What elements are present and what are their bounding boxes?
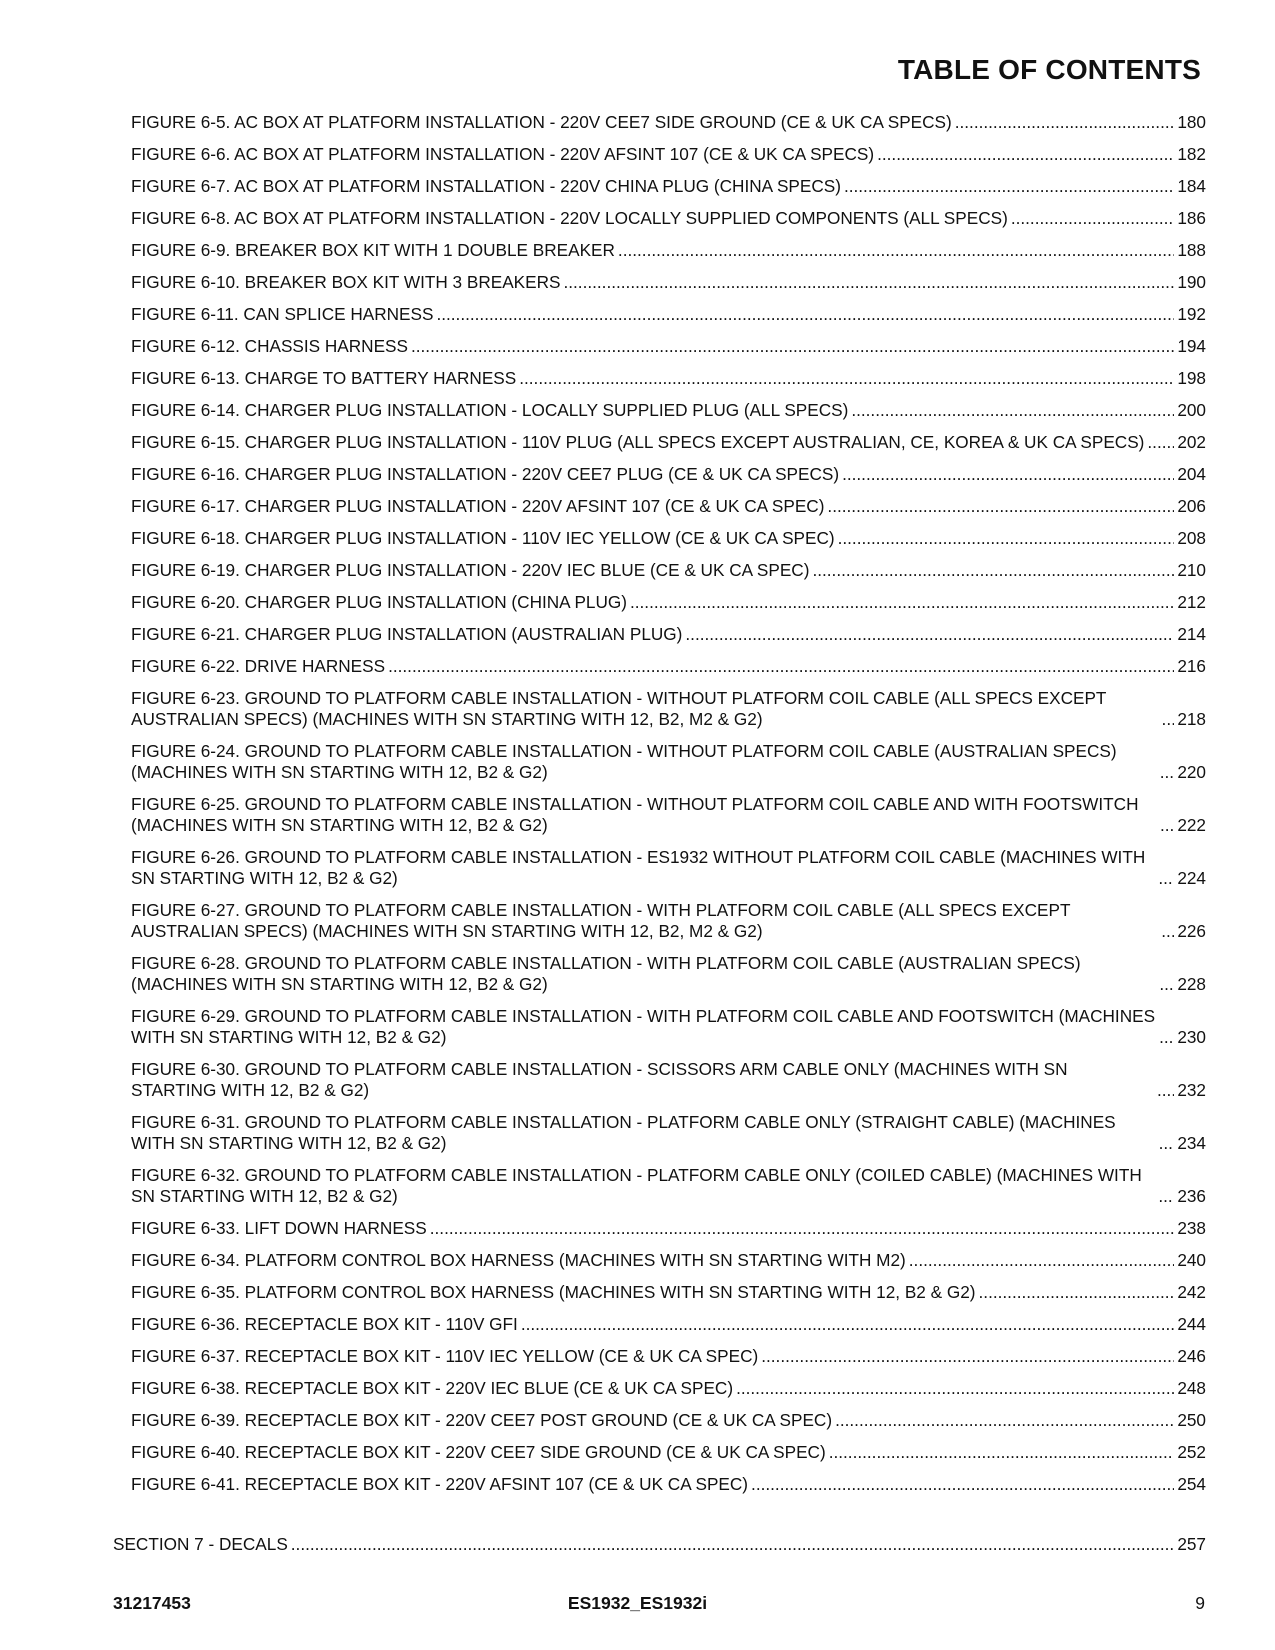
toc-leader-dots xyxy=(521,1314,1174,1335)
toc-leader-dots xyxy=(979,1282,1175,1303)
toc-entry-page: 210 xyxy=(1177,560,1206,580)
toc-leader-dots xyxy=(519,368,1174,389)
toc-leader-dots xyxy=(1159,1027,1174,1048)
toc-leader-dots xyxy=(844,176,1174,197)
toc-entry-text: FIGURE 6-17. CHARGER PLUG INSTALLATION - 220V AFSINT 107 (CE & UK CA SPEC) xyxy=(131,496,825,516)
toc-entry-text: FIGURE 6-10. BREAKER BOX KIT WITH 3 BREAKERS xyxy=(131,272,561,292)
toc-entry-text: FIGURE 6-35. PLATFORM CONTROL BOX HARNESS (MACHINES WITH SN STARTING WITH 12, B2 & G2) xyxy=(131,1282,976,1302)
toc-entry-text: FIGURE 6-38. RECEPTACLE BOX KIT - 220V IEC BLUE (CE & UK CA SPEC) xyxy=(131,1378,734,1398)
toc-entry-text: FIGURE 6-6. AC BOX AT PLATFORM INSTALLATION - 220V AFSINT 107 (CE & UK CA SPECS) xyxy=(131,144,875,164)
toc-leader-dots xyxy=(955,112,1175,133)
toc-entry-page: 216 xyxy=(1177,656,1206,676)
toc-leader-dots xyxy=(1157,1080,1174,1101)
toc-entry[interactable] xyxy=(131,1218,1206,1239)
toc-entry[interactable] xyxy=(131,1474,1206,1495)
toc-leader-dots xyxy=(1011,208,1175,229)
toc-leader-dots xyxy=(630,592,1174,613)
toc-section-text: SECTION 7 - DECALS xyxy=(113,1534,288,1554)
toc-entry[interactable] xyxy=(131,432,1206,453)
toc-entry-page: 214 xyxy=(1177,624,1206,644)
toc-entry-text: FIGURE 6-16. CHARGER PLUG INSTALLATION - 220V CEE7 PLUG (CE & UK CA SPECS) xyxy=(131,464,840,484)
toc-entry[interactable] xyxy=(131,900,1206,942)
toc-entry-page: 228 xyxy=(1177,974,1206,994)
toc-entry-page: 182 xyxy=(1177,144,1206,164)
toc-entry[interactable] xyxy=(131,240,1206,261)
toc-entry-page: 230 xyxy=(1177,1027,1206,1047)
toc-entry-page: 224 xyxy=(1177,868,1206,888)
toc-entry-page: 184 xyxy=(1177,176,1206,196)
toc-entry[interactable] xyxy=(131,592,1206,613)
toc-entry-text: FIGURE 6-30. GROUND TO PLATFORM CABLE INSTALLATION - SCISSORS ARM CABLE ONLY (MACHINES WITH SN STARTING WITH 12, B2 & G2) xyxy=(131,1059,1068,1100)
toc-entry[interactable] xyxy=(131,847,1206,889)
toc-entry-text: FIGURE 6-33. LIFT DOWN HARNESS xyxy=(131,1218,427,1238)
toc-entry[interactable] xyxy=(131,368,1206,389)
toc-entry[interactable] xyxy=(131,656,1206,677)
toc-entry-page: 252 xyxy=(1177,1442,1206,1462)
toc-list xyxy=(131,112,1206,1506)
toc-entry[interactable] xyxy=(131,528,1206,549)
toc-entry-text: FIGURE 6-22. DRIVE HARNESS xyxy=(131,656,386,676)
toc-entry[interactable] xyxy=(131,1314,1206,1335)
toc-leader-dots xyxy=(1158,1186,1174,1207)
toc-entry-page: 206 xyxy=(1177,496,1206,516)
toc-entry-page: 244 xyxy=(1177,1314,1206,1334)
footer-part-number: 31217453 xyxy=(113,1593,191,1613)
toc-entry-page: 236 xyxy=(1177,1186,1206,1206)
page-title: TABLE OF CONTENTS xyxy=(897,54,1201,85)
toc-entry[interactable] xyxy=(131,400,1206,421)
toc-leader-dots xyxy=(877,144,1174,165)
toc-entry-page: 238 xyxy=(1177,1218,1206,1238)
toc-entry-text: FIGURE 6-7. AC BOX AT PLATFORM INSTALLATION - 220V CHINA PLUG (CHINA SPECS) xyxy=(131,176,841,196)
toc-entry[interactable] xyxy=(131,1059,1206,1101)
toc-entry-text: FIGURE 6-8. AC BOX AT PLATFORM INSTALLATION - 220V LOCALLY SUPPLIED COMPONENTS (ALL SPECS) xyxy=(131,208,1008,228)
toc-leader-dots xyxy=(736,1378,1174,1399)
toc-leader-dots xyxy=(411,336,1174,357)
toc-leader-dots xyxy=(563,272,1174,293)
toc-entry[interactable] xyxy=(131,208,1206,229)
toc-leader-dots xyxy=(842,464,1174,485)
toc-entry[interactable] xyxy=(131,304,1206,325)
toc-entry-text: FIGURE 6-37. RECEPTACLE BOX KIT - 110V IEC YELLOW (CE & UK CA SPEC) xyxy=(131,1346,759,1366)
toc-leader-dots xyxy=(685,624,1174,645)
toc-leader-dots xyxy=(1159,974,1174,995)
toc-entry-page: 246 xyxy=(1177,1346,1206,1366)
toc-entry-page: 220 xyxy=(1177,762,1206,782)
footer-model: ES1932_ES1932i xyxy=(567,1593,708,1613)
toc-entry-text: FIGURE 6-31. GROUND TO PLATFORM CABLE INSTALLATION - PLATFORM CABLE ONLY (STRAIGHT CABLE) (MACHINES WITH SN STARTING WITH 12, B2 & G2) xyxy=(131,1112,1116,1153)
toc-leader-dots xyxy=(851,400,1174,421)
toc-leader-dots xyxy=(1159,1133,1175,1154)
toc-entry-page: 240 xyxy=(1177,1250,1206,1270)
toc-leader-dots xyxy=(835,1410,1174,1431)
toc-entry-page: 208 xyxy=(1177,528,1206,548)
toc-entry[interactable] xyxy=(131,1442,1206,1463)
toc-leader-dots xyxy=(761,1346,1174,1367)
toc-entry-text: FIGURE 6-27. GROUND TO PLATFORM CABLE INSTALLATION - WITH PLATFORM COIL CABLE (ALL SPECS EXCEPT AUSTRALIAN SPECS) (MACHINES WITH SN STARTING WITH 12, B2, M2 & G2) xyxy=(131,900,1071,941)
toc-leader-dots xyxy=(436,304,1174,325)
toc-entry[interactable] xyxy=(131,688,1206,730)
toc-entry-page: 190 xyxy=(1177,272,1206,292)
toc-leader-dots xyxy=(388,656,1174,677)
toc-leader-dots xyxy=(829,1442,1175,1463)
toc-entry-page: 186 xyxy=(1177,208,1206,228)
toc-entry[interactable] xyxy=(131,144,1206,165)
toc-entry-page: 250 xyxy=(1177,1410,1206,1430)
toc-leader-dots xyxy=(430,1218,1175,1239)
toc-entry-page: 254 xyxy=(1177,1474,1206,1494)
toc-entry[interactable] xyxy=(131,1378,1206,1399)
toc-entry-text: FIGURE 6-15. CHARGER PLUG INSTALLATION - 110V PLUG (ALL SPECS EXCEPT AUSTRALIAN, CE, KOREA & UK CA SPECS) xyxy=(131,432,1145,452)
toc-section-entry[interactable] xyxy=(113,1534,1206,1555)
toc-entry-text: FIGURE 6-28. GROUND TO PLATFORM CABLE INSTALLATION - WITH PLATFORM COIL CABLE (AUSTRALIAN SPECS) (MACHINES WITH SN STARTING WITH 12, B2 & G2) xyxy=(131,953,1081,994)
toc-entry-page: 234 xyxy=(1177,1133,1206,1153)
toc-entry[interactable] xyxy=(131,1250,1206,1271)
toc-entry[interactable] xyxy=(131,560,1206,581)
toc-entry[interactable] xyxy=(131,1112,1206,1154)
toc-entry[interactable] xyxy=(131,1346,1206,1367)
toc-entry-text: FIGURE 6-25. GROUND TO PLATFORM CABLE INSTALLATION - WITHOUT PLATFORM COIL CABLE AND WITH FOOTSWITCH (MACHINES WITH SN STARTING WITH 12, B2 & G2) xyxy=(131,794,1139,835)
toc-entry-page: 242 xyxy=(1177,1282,1206,1302)
toc-leader-dots xyxy=(1158,868,1174,889)
toc-entry[interactable] xyxy=(131,112,1206,133)
toc-entry-page: 202 xyxy=(1177,432,1206,452)
toc-leader-dots xyxy=(291,1534,1175,1555)
footer-page-number: 9 xyxy=(1195,1593,1205,1613)
toc-entry-text: FIGURE 6-18. CHARGER PLUG INSTALLATION - 110V IEC YELLOW (CE & UK CA SPEC) xyxy=(131,528,835,548)
toc-entry-text: FIGURE 6-11. CAN SPLICE HARNESS xyxy=(131,304,434,324)
toc-leader-dots xyxy=(827,496,1174,517)
toc-leader-dots xyxy=(618,240,1174,261)
toc-entry[interactable] xyxy=(131,272,1206,293)
toc-entry-page: 232 xyxy=(1177,1080,1206,1100)
toc-entry-page: 180 xyxy=(1177,112,1206,132)
toc-entry-page: 188 xyxy=(1177,240,1206,260)
toc-entry-page: 198 xyxy=(1177,368,1206,388)
toc-entry[interactable] xyxy=(131,794,1206,836)
toc-entry-text: FIGURE 6-12. CHASSIS HARNESS xyxy=(131,336,408,356)
toc-leader-dots xyxy=(751,1474,1174,1495)
toc-entry-text: FIGURE 6-19. CHARGER PLUG INSTALLATION - 220V IEC BLUE (CE & UK CA SPEC) xyxy=(131,560,810,580)
toc-entry-page: 248 xyxy=(1177,1378,1206,1398)
toc-entry-text: FIGURE 6-20. CHARGER PLUG INSTALLATION (CHINA PLUG) xyxy=(131,592,627,612)
toc-entry[interactable] xyxy=(131,1165,1206,1207)
toc-entry-text: FIGURE 6-26. GROUND TO PLATFORM CABLE INSTALLATION - ES1932 WITHOUT PLATFORM COIL CABLE (MACHINES WITH SN STARTING WITH 12, B2 & G2) xyxy=(131,847,1146,888)
toc-leader-dots xyxy=(1160,815,1174,836)
toc-entry-text: FIGURE 6-13. CHARGE TO BATTERY HARNESS xyxy=(131,368,517,388)
toc-entry-text: FIGURE 6-29. GROUND TO PLATFORM CABLE INSTALLATION - WITH PLATFORM COIL CABLE AND FOOTSWITCH (MACHINES WITH SN STARTING WITH 12, B2 & G2) xyxy=(131,1006,1156,1047)
toc-entry-text: FIGURE 6-24. GROUND TO PLATFORM CABLE INSTALLATION - WITHOUT PLATFORM COIL CABLE (AUSTRALIAN SPECS) (MACHINES WITH SN STARTING WITH 12, B2 & G2) xyxy=(131,741,1117,782)
toc-entry-text: FIGURE 6-5. AC BOX AT PLATFORM INSTALLATION - 220V CEE7 SIDE GROUND (CE & UK CA SPECS) xyxy=(131,112,952,132)
toc-entry[interactable] xyxy=(131,464,1206,485)
toc-entry-text: FIGURE 6-32. GROUND TO PLATFORM CABLE INSTALLATION - PLATFORM CABLE ONLY (COILED CABLE) (MACHINES WITH SN STARTING WITH 12, B2 & G2) xyxy=(131,1165,1142,1206)
toc-leader-dots xyxy=(1147,432,1174,453)
toc-entry-text: FIGURE 6-34. PLATFORM CONTROL BOX HARNESS (MACHINES WITH SN STARTING WITH M2) xyxy=(131,1250,906,1270)
toc-entry-page: 194 xyxy=(1177,336,1206,356)
toc-entry[interactable] xyxy=(131,1006,1206,1048)
toc-entry-page: 200 xyxy=(1177,400,1206,420)
toc-leader-dots xyxy=(1160,762,1175,783)
toc-section-page: 257 xyxy=(1177,1534,1206,1554)
toc-leader-dots xyxy=(1161,921,1174,942)
toc-leader-dots xyxy=(838,528,1175,549)
toc-entry-text: FIGURE 6-40. RECEPTACLE BOX KIT - 220V CEE7 SIDE GROUND (CE & UK CA SPEC) xyxy=(131,1442,826,1462)
toc-entry[interactable] xyxy=(131,176,1206,197)
toc-entry-text: FIGURE 6-21. CHARGER PLUG INSTALLATION (AUSTRALIAN PLUG) xyxy=(131,624,683,644)
toc-entry-text: FIGURE 6-41. RECEPTACLE BOX KIT - 220V AFSINT 107 (CE & UK CA SPEC) xyxy=(131,1474,749,1494)
toc-entry[interactable] xyxy=(131,624,1206,645)
toc-entry[interactable] xyxy=(131,953,1206,995)
toc-entry-page: 218 xyxy=(1177,709,1206,729)
toc-entry-page: 212 xyxy=(1177,592,1206,612)
toc-entry-page: 222 xyxy=(1177,815,1206,835)
toc-entry[interactable] xyxy=(131,336,1206,357)
toc-entry-text: FIGURE 6-9. BREAKER BOX KIT WITH 1 DOUBLE BREAKER xyxy=(131,240,615,260)
toc-entry-text: FIGURE 6-14. CHARGER PLUG INSTALLATION - LOCALLY SUPPLIED PLUG (ALL SPECS) xyxy=(131,400,849,420)
toc-leader-dots xyxy=(812,560,1174,581)
toc-leader-dots xyxy=(909,1250,1175,1271)
toc-entry[interactable] xyxy=(131,1410,1206,1431)
toc-entry-page: 192 xyxy=(1177,304,1206,324)
toc-leader-dots xyxy=(1162,709,1175,730)
toc-entry-text: FIGURE 6-23. GROUND TO PLATFORM CABLE INSTALLATION - WITHOUT PLATFORM COIL CABLE (ALL SPECS EXCEPT AUSTRALIAN SPECS) (MACHINES WITH SN STARTING WITH 12, B2, M2 & G2) xyxy=(131,688,1107,729)
toc-entry-page: 204 xyxy=(1177,464,1206,484)
toc-entry-text: FIGURE 6-39. RECEPTACLE BOX KIT - 220V CEE7 POST GROUND (CE & UK CA SPEC) xyxy=(131,1410,833,1430)
toc-entry[interactable] xyxy=(131,496,1206,517)
toc-entry-text: FIGURE 6-36. RECEPTACLE BOX KIT - 110V GFI xyxy=(131,1314,518,1334)
toc-entry[interactable] xyxy=(131,741,1206,783)
toc-entry-page: 226 xyxy=(1177,921,1206,941)
toc-entry[interactable] xyxy=(131,1282,1206,1303)
